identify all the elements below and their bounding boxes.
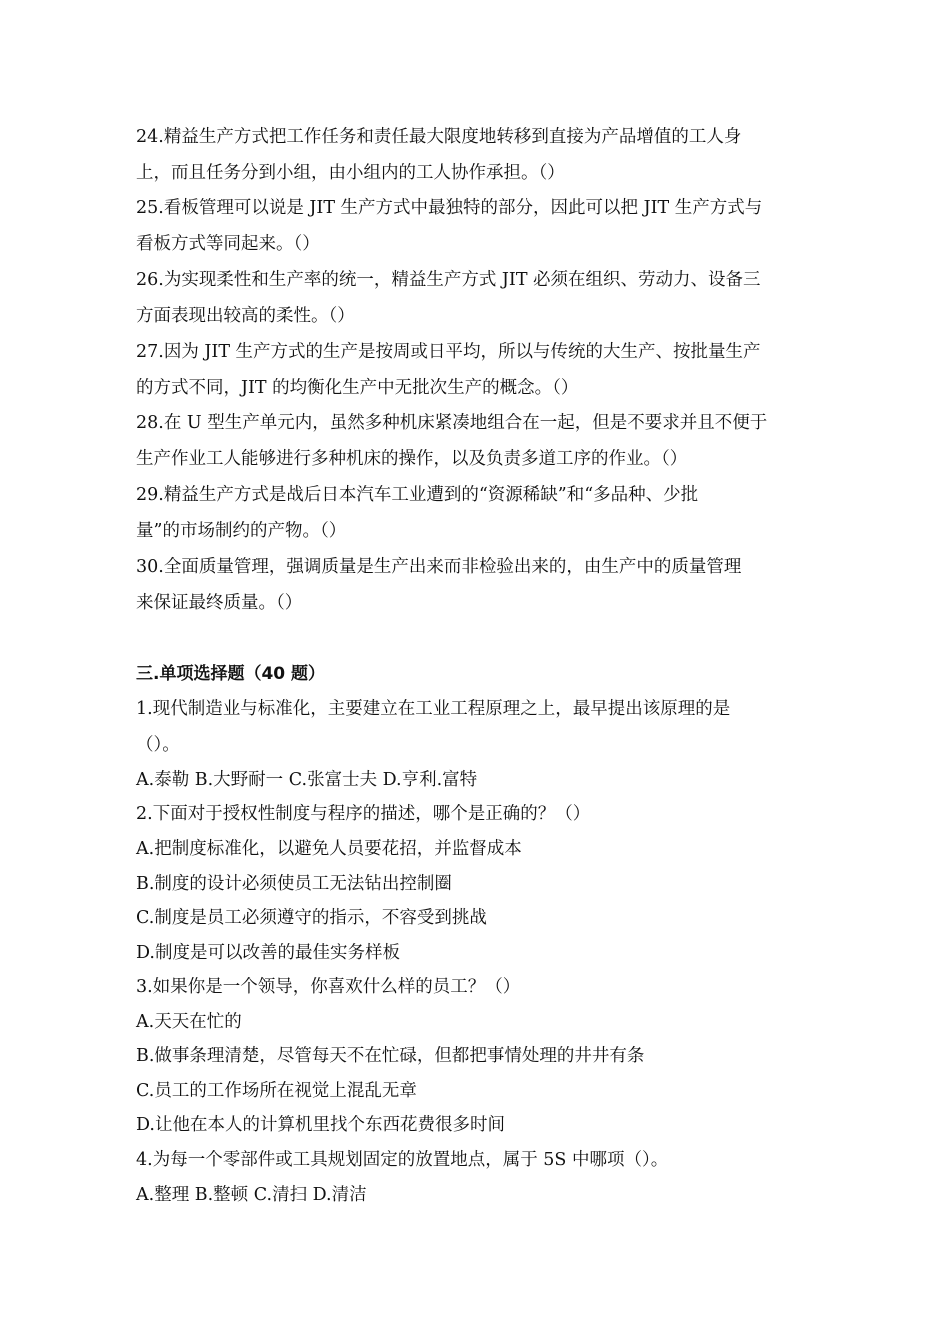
mc1-question-line-1: 1.现代制造业与标准化，主要建立在工业工程原理之上，最早提出该原理的是: [136, 699, 731, 719]
question-28-line-2: 生产作业工人能够进行多种机床的操作，以及负责多道工序的作业。（）: [136, 449, 688, 469]
mc3-option-d: D.让他在本人的计算机里找个东西花费很多时间: [136, 1115, 505, 1135]
question-26-line-1: 26.为实现柔性和生产率的统一，精益生产方式 JIT 必须在组织、劳动力、设备三: [136, 270, 761, 290]
question-29-line-2: 量”的市场制约的产物。（）: [136, 521, 347, 541]
mc4-options: A.整理 B.整顿 C.清扫 D.清洁: [136, 1185, 367, 1205]
question-25-line-1: 25.看板管理可以说是 JIT 生产方式中最独特的部分，因此可以把 JIT 生产方式与: [136, 198, 763, 218]
mc3-option-b: B.做事条理清楚，尽管每天不在忙碌，但都把事情处理的井井有条: [136, 1046, 645, 1066]
mc3-option-c: C.员工的工作场所在视觉上混乱无章: [136, 1081, 417, 1101]
mc1-options: A.泰勒 B.大野耐一 C.张富士夫 D.亨利.富特: [136, 770, 478, 790]
mc2-question: 2.下面对于授权性制度与程序的描述，哪个是正确的？（）: [136, 804, 591, 824]
mc4-question: 4.为每一个零部件或工具规划固定的放置地点，属于 5S 中哪项（）。: [136, 1150, 669, 1170]
question-30-line-2: 来保证最终质量。（）: [136, 593, 303, 613]
mc1-question-line-2: （）。: [136, 735, 180, 755]
mc2-option-c: C.制度是员工必须遵守的指示，不容受到挑战: [136, 908, 487, 928]
mc3-question: 3.如果你是一个领导，你喜欢什么样的员工？（）: [136, 977, 521, 997]
mc3-option-a: A.天天在忙的: [136, 1012, 242, 1032]
section-heading: 三.单项选择题（40 题）: [136, 664, 326, 684]
question-28-line-1: 28.在 U 型生产单元内，虽然多种机床紧凑地组合在一起，但是不要求并且不便于: [136, 413, 768, 433]
question-29-line-1: 29.精益生产方式是战后日本汽车工业遭到的“资源稀缺”和“多品种、少批: [136, 485, 699, 505]
question-24-line-2: 上，而且任务分到小组，由小组内的工人协作承担。（）: [136, 163, 565, 183]
question-30-line-1: 30.全面质量管理，强调质量是生产出来而非检验出来的，由生产中的质量管理: [136, 557, 742, 577]
mc2-option-d: D.制度是可以改善的最佳实务样板: [136, 943, 400, 963]
mc2-option-b: B.制度的设计必须使员工无法钻出控制圈: [136, 874, 452, 894]
question-25-line-2: 看板方式等同起来。（）: [136, 234, 320, 254]
question-27-line-1: 27.因为 JIT 生产方式的生产是按周或日平均，所以与传统的大生产、按批量生产: [136, 342, 761, 362]
question-26-line-2: 方面表现出较高的柔性。（）: [136, 306, 355, 326]
mc2-option-a: A.把制度标准化，以避免人员要花招，并监督成本: [136, 839, 522, 859]
question-24-line-1: 24.精益生产方式把工作任务和责任最大限度地转移到直接为产品增值的工人身: [136, 127, 742, 147]
question-27-line-2: 的方式不同，JIT 的均衡化生产中无批次生产的概念。（）: [136, 378, 579, 398]
